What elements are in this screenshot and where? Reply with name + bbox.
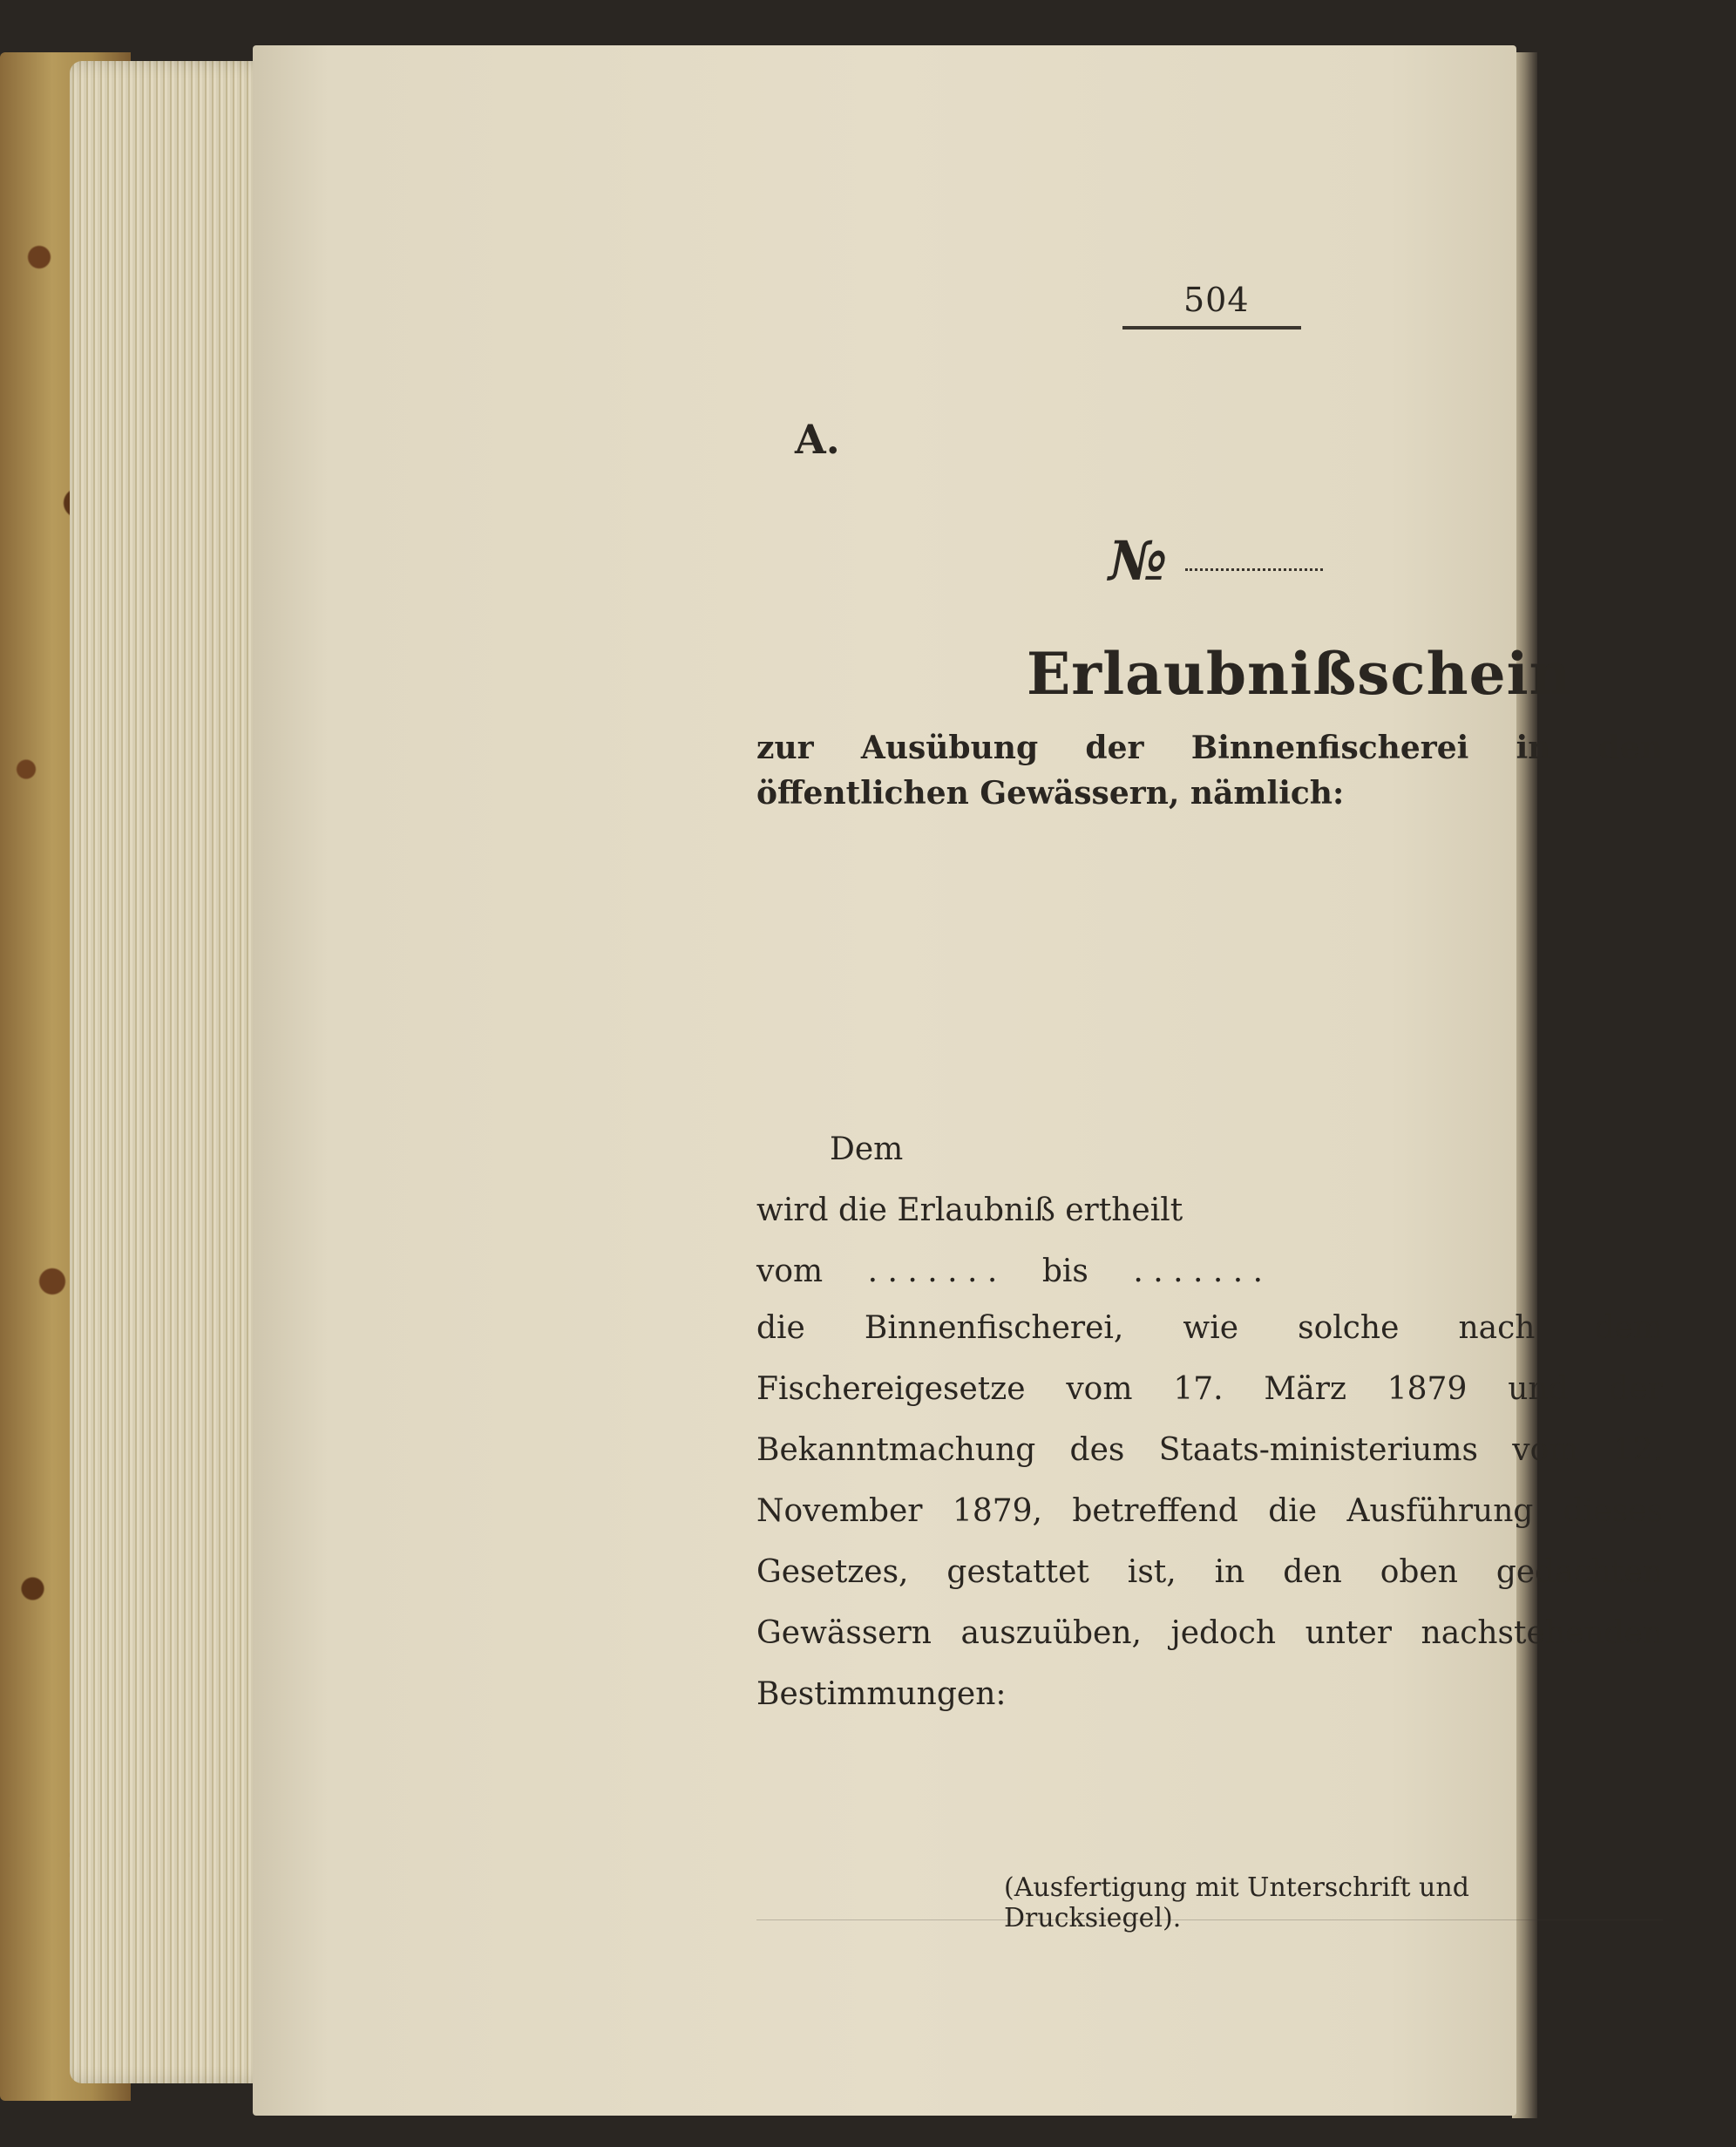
page-number-rule <box>1122 326 1301 330</box>
bis-label: bis <box>1041 1254 1088 1289</box>
section-letter: A. <box>795 416 840 463</box>
page-number: 504 <box>1183 281 1250 319</box>
footer-note: (Ausfertigung mit Unterschrift und Drucksiegel). <box>1004 1872 1469 1933</box>
erlaubnis-line: wird die Erlaubniß ertheilt <box>756 1192 1183 1228</box>
document-subtitle: zur Ausübung der Binnenfischerei in den öffentlichen Gewässern, nämlich: <box>756 730 1663 812</box>
document-title: Erlaubnißschein <box>1027 640 1572 708</box>
dem-line: Dem <box>830 1131 904 1167</box>
number-sign: № <box>1109 529 1168 593</box>
vom-label: vom <box>756 1254 824 1289</box>
page-edges <box>70 61 270 2083</box>
book-page <box>253 45 1663 2116</box>
bis-dots: . . . . . . . <box>1133 1254 1264 1289</box>
bottom-divider <box>756 1919 1663 1920</box>
vom-dots: . . . . . . . <box>867 1254 998 1289</box>
date-range-line <box>756 1241 1663 1302</box>
number-blank-line <box>1185 568 1323 571</box>
permit-paragraph: die Binnenfischerei, wie solche nach dem Fischereigesetze vom 17. März 1879 und der Bekanntmachung des Staats-ministeriums vom 12. November 1879, betreffend die Ausführung dieses Gesetzes, gestattet ist, in den oben gedachten Gewässern auszuüben, jedoch unter nachstehenden Bestimmungen: <box>756 1310 1663 1712</box>
